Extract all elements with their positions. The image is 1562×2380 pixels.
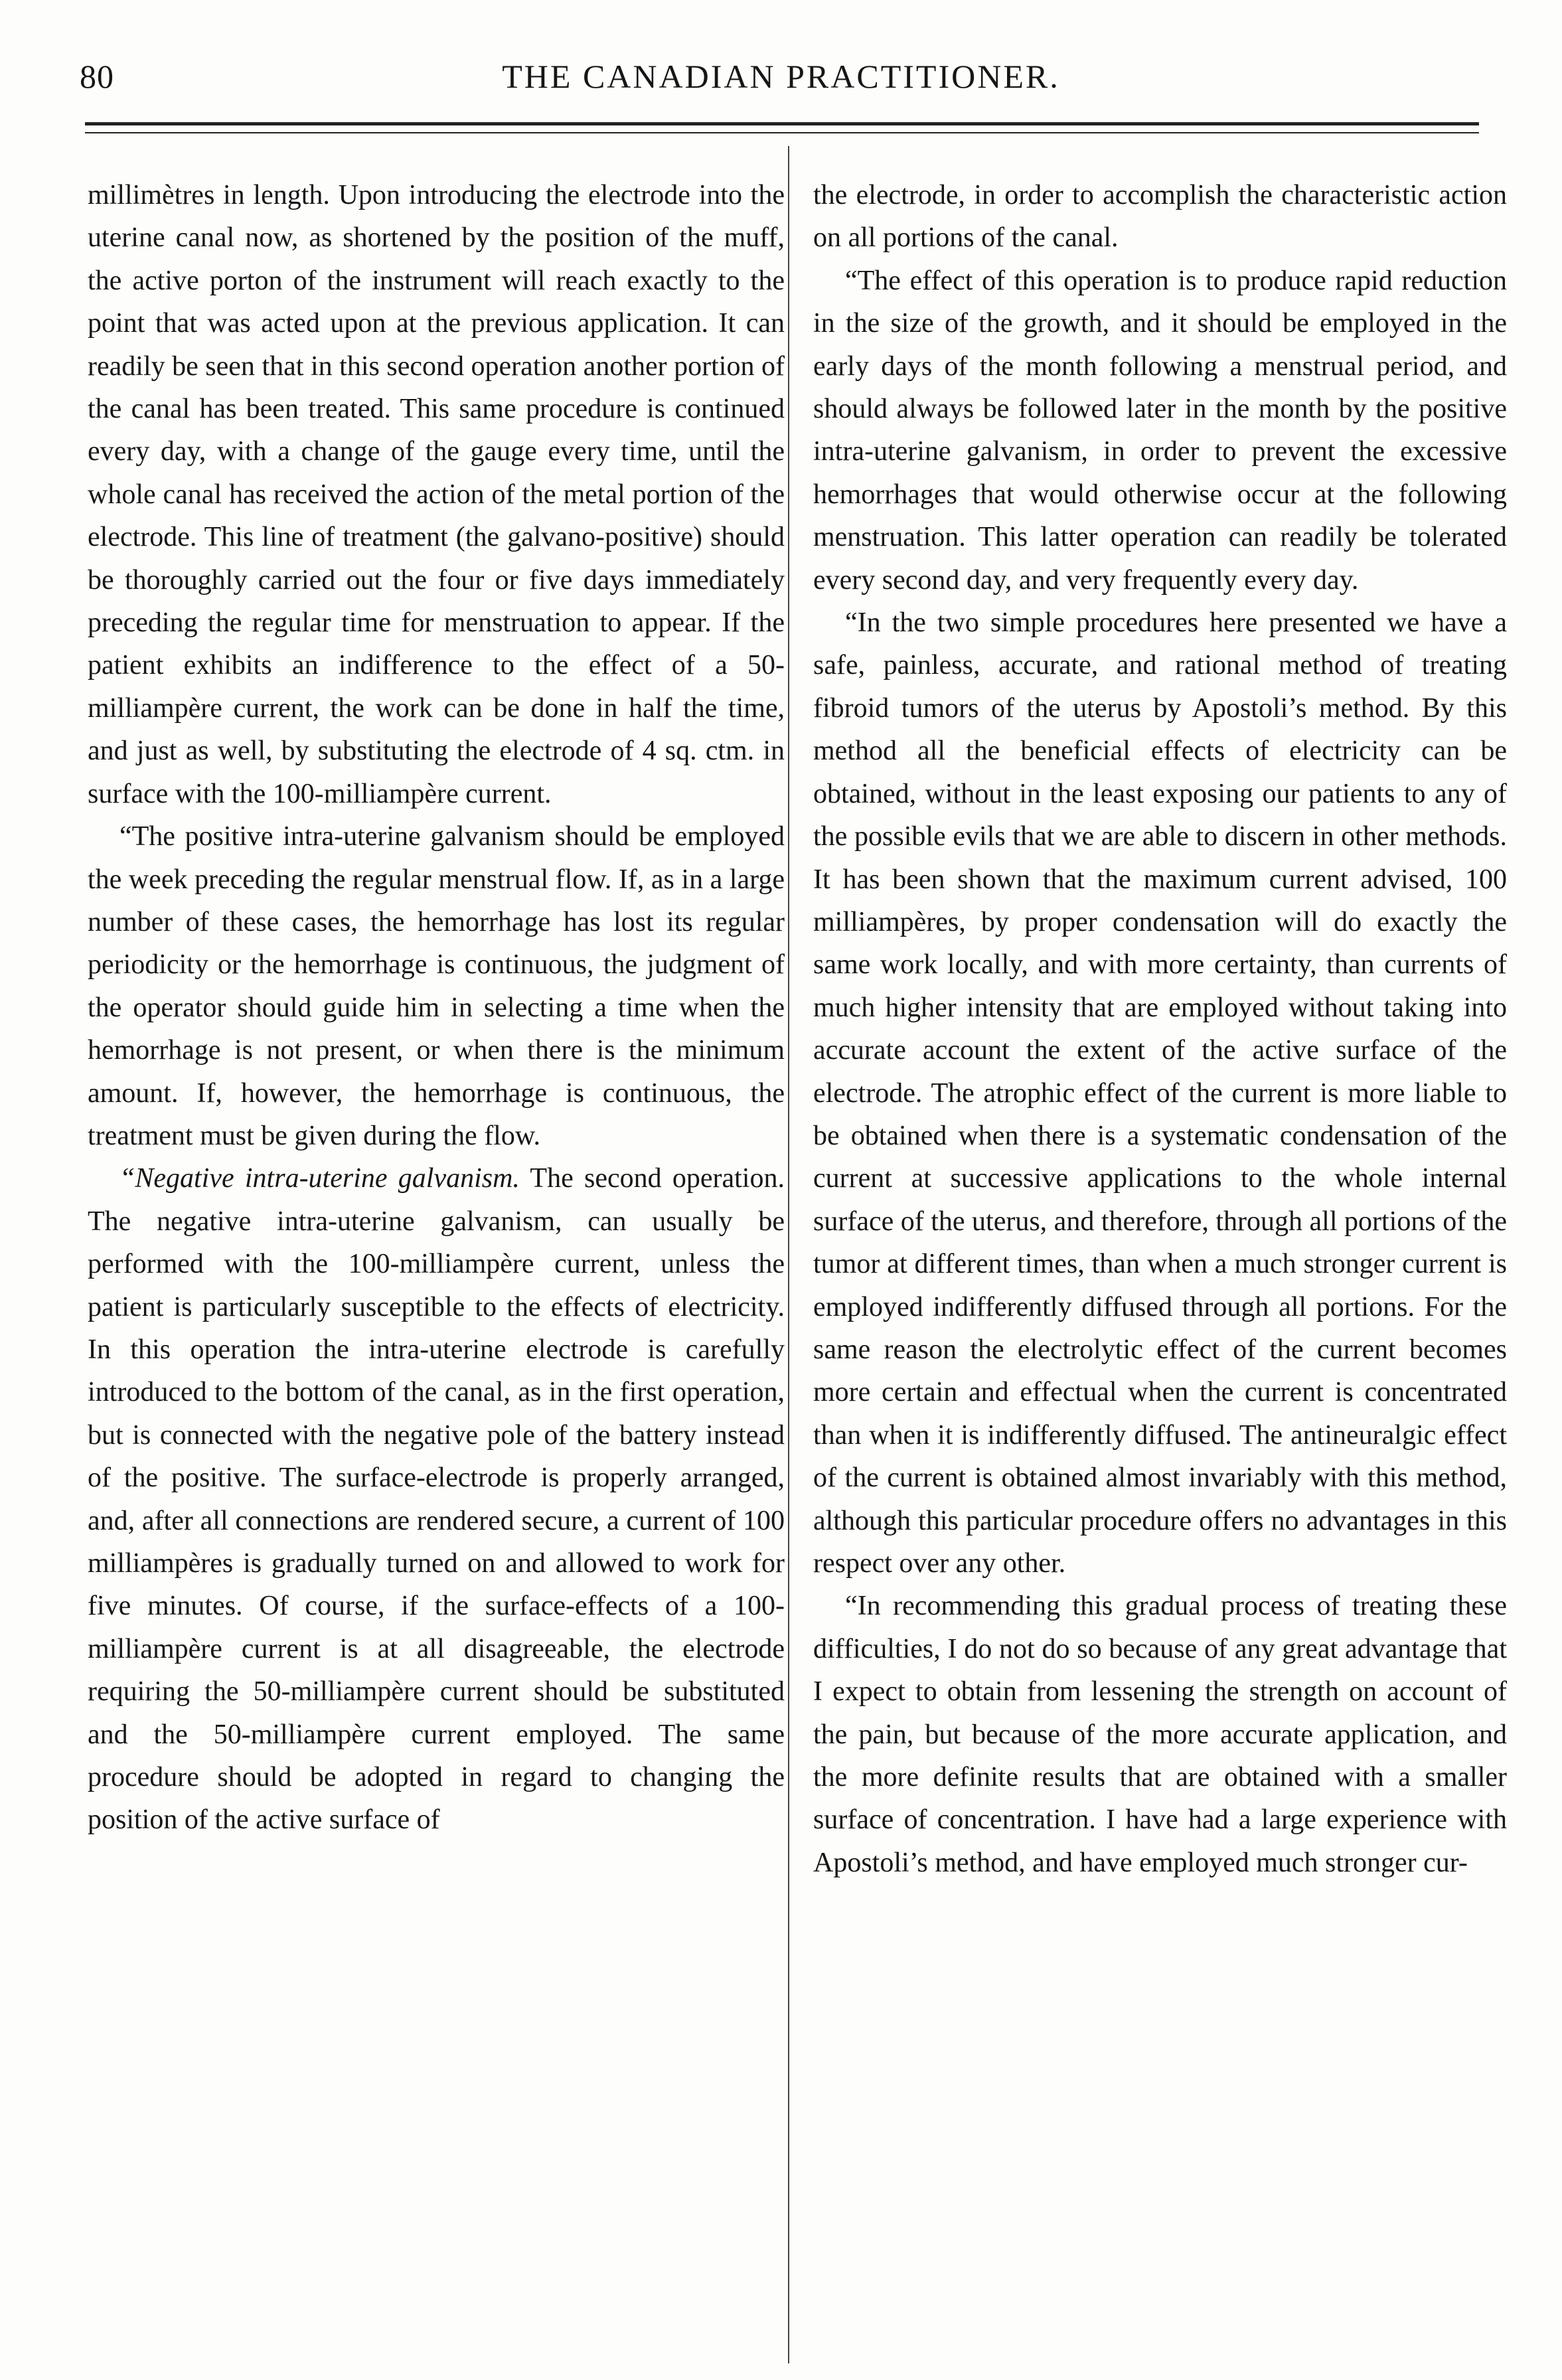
left-paragraph-3-body: The second operation. The negative intra-uterine galvanism, can usually be performed with the 100-milliampère current, unless the patient is particularly susceptible to the effects of electricity. In this operation the intra-uterine electrode is carefully introduced to the bottom of the canal, as in the first operation, but is connected with the negative pole of the battery instead of the positive. The surface-electrode is properly arranged, and, after all connections are rendered secure, a current of 100 milliampères is gradually turned on and allowed to work for five minutes. Of course, if the surface-effects of a 100-milliampère current is at all disagreeable, the electrode requiring the 50-milliampère current should be substituted and the 50-milliampère current employed. The same procedure should be adopted in regard to changing the position of the active surface of — [88, 1163, 785, 1836]
header-rule-thin — [85, 132, 1479, 133]
left-paragraph-3 — [88, 1157, 785, 1842]
column-divider — [788, 146, 789, 2363]
right-column — [813, 174, 1507, 1884]
right-paragraph-1: the electrode, in order to accomplish the characteristic action on all portions of the canal. — [813, 180, 1507, 254]
section-heading-negative-galvanism: “Negative intra-uterine galvanism. — [119, 1163, 520, 1194]
right-paragraph-3: “In the two simple procedures here presented we have a safe, painless, accurate, and rational method of treating fibroid tumors of the uterus by Apostoli’s method. By this method all the beneficial effects of electricity can be obtained, without in the least exposing our patients to any of the possible evils that we are able to discern in other methods. It has been shown that the maximum current advised, 100 milliampères, by proper condensation will do exactly the same work locally, and with more certainty, than currents of much higher intensity that are employed without taking into accurate account the extent of the active surface of the electrode. The atrophic effect of the current is more liable to be obtained when there is a systematic condensation of the current at successive applications to the whole internal surface of the uterus, and therefore, through all portions of the tumor at different times, than when a much stronger current is employed indifferently diffused through all portions. For the same reason the electrolytic effect of the current becomes more certain and effectual when the current is concentrated than when it is indifferently diffused. The antineuralgic effect of the current is obtained almost invariably with this method, although this particular procedure offers no advantages in this respect over any other. — [813, 607, 1507, 1579]
header-rule-thick — [85, 122, 1479, 125]
right-paragraph-2: “The effect of this operation is to produce rapid reduction in the size of the growth, and it should be employed in the early days of the month following a menstrual period, and should always be followed later in the month by the positive intra-uterine galvanism, in order to prevent the excessive hemorrhages that would otherwise occur at the following menstruation. This latter operation can readily be tolerated every second day, and very frequently every day. — [813, 265, 1507, 595]
right-paragraph-4: “In recommending this gradual process of treating these difficulties, I do not do so because of any great advantage that I expect to obtain from lessening the strength on account of the pain, but because of the more accurate application, and the more definite results that are obtained with a smaller surface of concentration. I have had a large experience with Apostoli’s method, and have employed much stronger cur- — [813, 1591, 1507, 1878]
left-paragraph-2: “The positive intra-uterine galvanism should be employed the week preceding the regular menstrual flow. If, as in a large number of these cases, the hemorrhage has lost its regular periodicity or the hemorrhage is continuous, the judgment of the operator should guide him in selecting a time when the hemorrhage is not present, or when there is the minimum amount. If, however, the hemorrhage is continuous, the treatment must be given during the flow. — [88, 821, 785, 1151]
left-paragraph-1: millimètres in length. Upon introducing the electrode into the uterine canal now, as shortened by the position of the muff, the active porton of the instrument will reach exactly to the point that was acted upon at the previous application. It can readily be seen that in this second operation another portion of the canal has been treated. This same procedure is continued every day, with a change of the gauge every time, until the whole canal has received the action of the metal portion of the electrode. This line of treatment (the galvano-positive) should be thoroughly carried out the four or five days immediately preceding the regular time for menstruation to appear. If the patient exhibits an indifference to the effect of a 50-milliampère current, the work can be done in half the time, and just as well, by substituting the electrode of 4 sq. ctm. in surface with the 100-milliampère current. — [88, 180, 785, 809]
page-number: 80 — [80, 58, 114, 95]
running-title: THE CANADIAN PRACTITIONER. — [502, 58, 1060, 95]
left-column — [88, 174, 785, 1842]
